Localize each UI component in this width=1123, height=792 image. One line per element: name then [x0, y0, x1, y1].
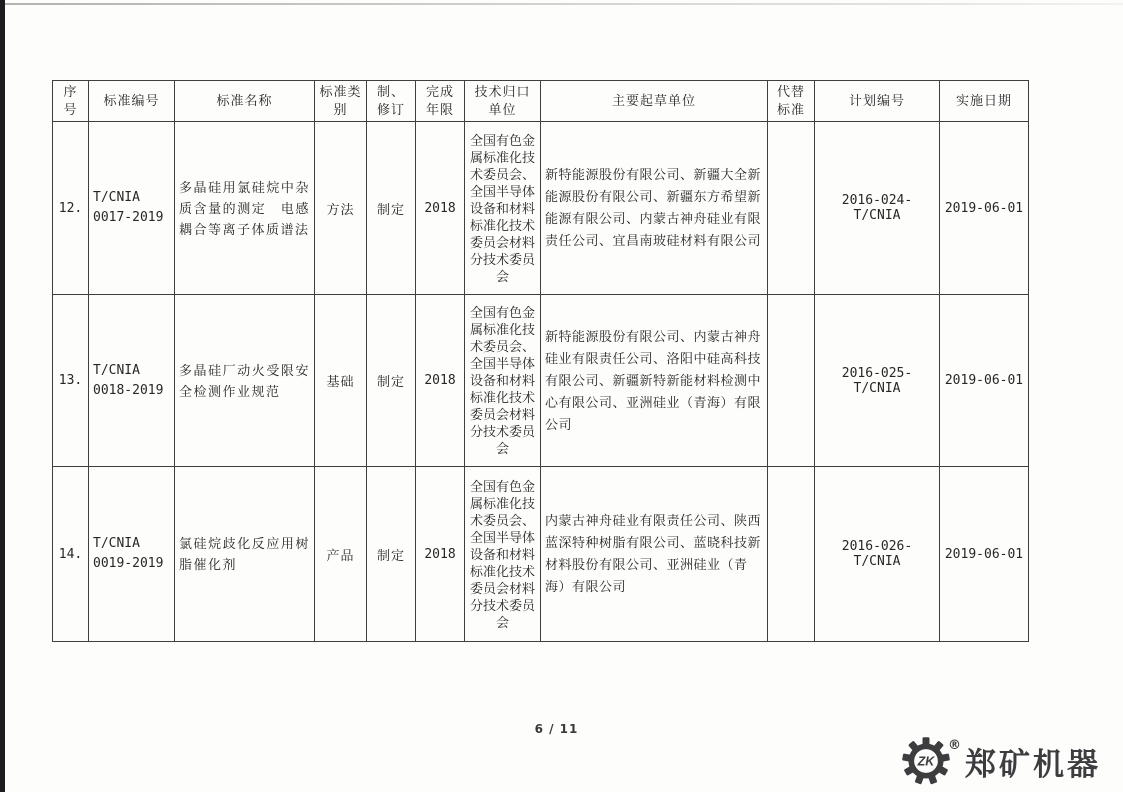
col-header-impl-date: 实施日期 — [940, 81, 1029, 122]
cell-standard-no: T/CNIA 0019-2019 — [89, 467, 175, 642]
cell-category: 基础 — [315, 295, 367, 467]
table-row — [53, 295, 1029, 467]
cell-standard-no: T/CNIA 0017-2019 — [89, 122, 175, 295]
standards-table — [52, 80, 1029, 642]
cell-tech-unit: 全国有色金属标准化技术委员会、全国半导体设备和材料标准化技术委员会材料分技术委员会 — [465, 122, 541, 295]
cell-tech-unit: 全国有色金属标准化技术委员会、全国半导体设备和材料标准化技术委员会材料分技术委员会 — [465, 467, 541, 642]
cell-seq: 13. — [53, 295, 89, 467]
registered-mark-icon: ® — [948, 737, 961, 753]
cell-tech-unit: 全国有色金属标准化技术委员会、全国半导体设备和材料标准化技术委员会材料分技术委员会 — [465, 295, 541, 467]
cell-year: 2018 — [416, 122, 465, 295]
page-number: 6 / 11 — [534, 722, 579, 736]
scan-top-line-artifact — [5, 3, 1123, 5]
cell-standard-no: T/CNIA 0018-2019 — [89, 295, 175, 467]
cell-replaces — [768, 295, 815, 467]
col-header-action: 制、修订 — [367, 81, 416, 122]
cell-standard-name: 多晶硅用氯硅烷中杂质含量的测定 电感耦合等离子体质谱法 — [175, 122, 315, 295]
cell-replaces — [768, 467, 815, 642]
scan-edge-artifact — [0, 0, 5, 792]
cell-year: 2018 — [416, 295, 465, 467]
cell-category: 方法 — [315, 122, 367, 295]
company-logo — [901, 736, 1101, 786]
cell-action: 制定 — [367, 467, 416, 642]
col-header-drafters: 主要起草单位 — [541, 81, 768, 122]
cell-seq: 12. — [53, 122, 89, 295]
cell-replaces — [768, 122, 815, 295]
col-header-seq: 序号 — [53, 81, 89, 122]
cell-plan-no: 2016-026-T/CNIA — [815, 467, 940, 642]
col-header-plan-no: 计划编号 — [815, 81, 940, 122]
cell-action: 制定 — [367, 122, 416, 295]
cell-year: 2018 — [416, 467, 465, 642]
cell-impl-date: 2019-06-01 — [940, 122, 1029, 295]
logo-mark: ZK — [917, 754, 935, 769]
col-header-tech-unit: 技术归口单位 — [465, 81, 541, 122]
cell-category: 产品 — [315, 467, 367, 642]
col-header-replaces: 代替标准 — [768, 81, 815, 122]
col-header-standard-no: 标准编号 — [89, 81, 175, 122]
cell-action: 制定 — [367, 295, 416, 467]
col-header-category: 标准类别 — [315, 81, 367, 122]
cell-standard-name: 氯硅烷歧化反应用树脂催化剂 — [175, 467, 315, 642]
gear-logo-icon — [901, 736, 951, 786]
col-header-year: 完成年限 — [416, 81, 465, 122]
table-row — [53, 122, 1029, 295]
cell-impl-date: 2019-06-01 — [940, 467, 1029, 642]
logo-text: 郑矿机器 — [965, 746, 1101, 782]
cell-impl-date: 2019-06-01 — [940, 295, 1029, 467]
table-header-row — [53, 81, 1029, 122]
cell-drafters: 新特能源股份有限公司、新疆大全新能源股份有限公司、新疆东方希望新能源有限公司、内蒙古神舟硅业有限责任公司、宜昌南玻硅材料有限公司 — [541, 122, 768, 295]
table-row — [53, 467, 1029, 642]
cell-standard-name: 多晶硅厂动火受限安全检测作业规范 — [175, 295, 315, 467]
cell-plan-no: 2016-025-T/CNIA — [815, 295, 940, 467]
cell-drafters: 内蒙古神舟硅业有限责任公司、陕西蓝深特种树脂有限公司、蓝晓科技新材料股份有限公司、亚洲硅业（青海）有限公司 — [541, 467, 768, 642]
col-header-standard-name: 标准名称 — [175, 81, 315, 122]
cell-plan-no: 2016-024-T/CNIA — [815, 122, 940, 295]
cell-seq: 14. — [53, 467, 89, 642]
cell-drafters: 新特能源股份有限公司、内蒙古神舟硅业有限责任公司、洛阳中硅高科技有限公司、新疆新特新能材料检测中心有限公司、亚洲硅业（青海）有限公司 — [541, 295, 768, 467]
